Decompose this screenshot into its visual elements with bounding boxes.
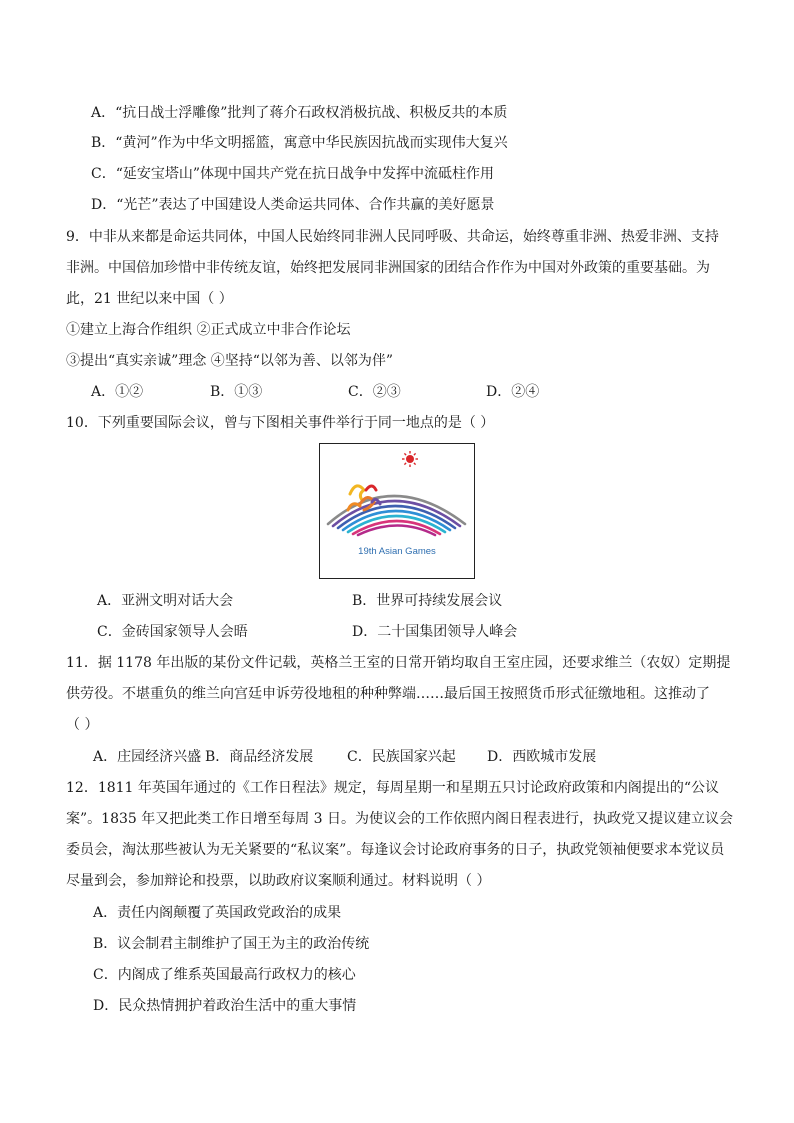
q9-option-b: B．①③ [210, 384, 263, 400]
q10-stem: 10．下列重要国际会议，曾与下图相关事件举行于同一地点的是（ ） [66, 415, 495, 431]
q10-option-c: C．金砖国家领导人会晤 [97, 624, 248, 640]
q8-option-c: C．“延安宝塔山”体现中国共产党在抗日战争中发挥中流砥柱作用 [91, 166, 495, 182]
q11-stem-line2: 供劳役。不堪重负的维兰向宫廷申诉劳役地租的种种弊端……最后国王按照货币形式征缴地租。这推动了 [66, 686, 710, 702]
q12-stem-line3: 委员会，淘汰那些被认为无关紧要的“私议案”。每逢议会讨论政府事务的日子，执政党领袖便要求本党议员 [66, 842, 725, 858]
q8-option-a: A．“抗日战士浮雕像”批判了蒋介石政权消极抗战、积极反共的本质 [91, 105, 508, 121]
q12-option-c: C．内阁成了维系英国最高行政权力的核心 [93, 967, 356, 983]
q12-option-a: A．责任内阁颠覆了英国政党政治的成果 [93, 905, 342, 921]
q9-stem-line1: 9．中非从来都是命运共同体，中国人民始终同非洲人民同呼吸、共命运，始终尊重非洲、热爱非洲、支持 [66, 229, 719, 245]
q11-option-a: A．庄园经济兴盛 [93, 749, 202, 765]
asian-games-emblem-icon [320, 444, 473, 577]
sun-icon [402, 451, 418, 467]
q11-stem-line3: （ ） [66, 717, 99, 733]
q9-option-a: A．①② [91, 384, 144, 400]
q11-option-b: B．商品经济发展 [205, 749, 314, 765]
q12-stem-line2: 案”。1835 年又把此类工作日增至每周 3 日。为使议会的工作依照内阁日程表进行，执政党又提议建立议会 [66, 811, 734, 827]
q12-stem-line4: 尽量到会，参加辩论和投票，以助政府议案顺利通过。材料说明（ ） [66, 873, 491, 889]
q9-items-1-2: ①建立上海合作组织 ②正式成立中非合作论坛 [66, 322, 351, 338]
q8-option-d: D．“光芒”表达了中国建设人类命运共同体、合作共赢的美好愿景 [91, 197, 495, 213]
q9-stem-line2: 非洲。中国倍加珍惜中非传统友谊，始终把发展同非洲国家的团结合作作为中国对外政策的重要基础。为 [66, 260, 710, 276]
q12-stem-line1: 12．1811 年英国年通过的《工作日程法》规定，每周星期一和星期五只讨论政府政策和内阁提出的“公议 [66, 780, 720, 796]
q12-option-d: D．民众热情拥护着政治生活中的重大事情 [93, 998, 357, 1014]
q10-option-d: D．二十国集团领导人峰会 [352, 624, 518, 640]
q12-option-b: B．议会制君主制维护了国王为主的政治传统 [93, 936, 370, 952]
logo-caption: 19th Asian Games [358, 546, 436, 557]
q9-stem-line3: 此，21 世纪以来中国（ ） [66, 291, 233, 307]
asian-games-logo-figure [319, 443, 475, 579]
q9-items-3-4: ③提出“真实亲诚”理念 ④坚持“以邻为善、以邻为伴” [66, 353, 394, 369]
q8-option-b: B．“黄河”作为中华文明摇篮，寓意中华民族因抗战而实现伟大复兴 [91, 135, 508, 151]
q9-option-c: C．②③ [348, 384, 401, 400]
q11-option-c: C．民族国家兴起 [347, 749, 456, 765]
q10-option-a: A．亚洲文明对话大会 [97, 593, 234, 609]
q11-stem-line1: 11．据 1178 年出版的某份文件记载，英格兰王室的日常开销均取自王室庄园，还要求维兰（农奴）定期提 [66, 655, 731, 671]
q11-option-d: D．西欧城市发展 [487, 749, 597, 765]
q9-option-d: D．②④ [486, 384, 540, 400]
q10-option-b: B．世界可持续发展会议 [352, 593, 503, 609]
